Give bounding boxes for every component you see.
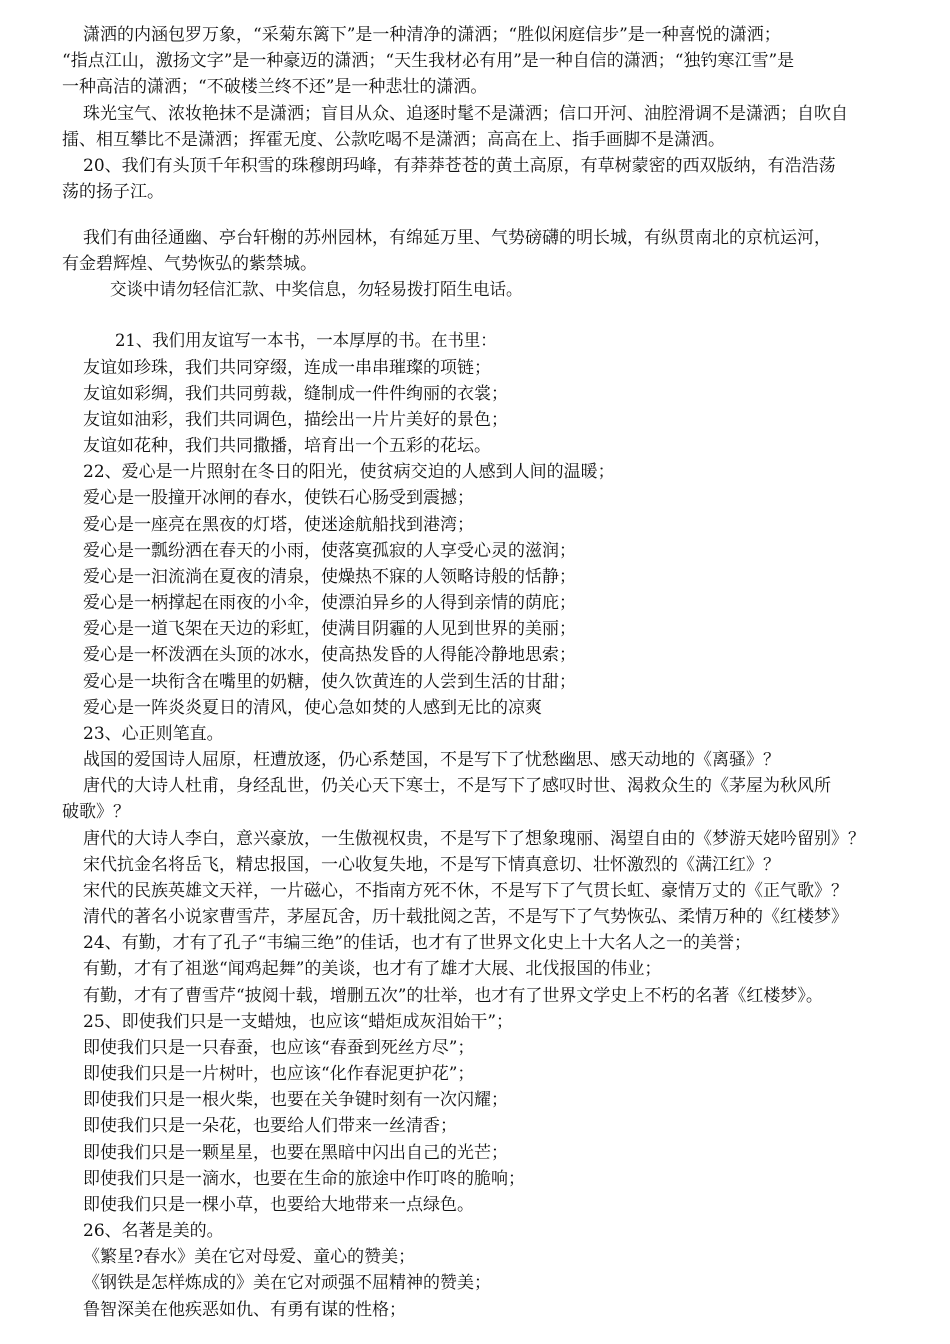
text-line: 爱心是一柄撑起在雨夜的小伞，使漂泊异乡的人得到亲情的荫庇； [83, 593, 576, 613]
text-line: 即使我们只是一颗星星，也要在黑暗中闪出自己的光芒； [83, 1143, 508, 1163]
text-line: 即使我们只是一只春蚕，也应该“春蚕到死丝方尽”； [83, 1038, 475, 1058]
text-line: 爱心是一汩流淌在夏夜的清泉，使燥热不寐的人领略诗般的恬静； [83, 567, 576, 587]
text-line: 有金碧辉煌、气势恢弘的紫禁城。 [62, 254, 317, 274]
text-line: 即使我们只是一朵花，也要给人们带来一丝清香； [83, 1116, 457, 1136]
text-line: 鲁智深美在他疾恶如仇、有勇有谋的性格； [83, 1300, 406, 1320]
text-line: 25、即使我们只是一支蜡烛，也应该“蜡炬成灰泪始干”； [83, 1012, 514, 1032]
text-line: 友谊如珍珠，我们共同穿缀，连成一串串璀璨的项链； [83, 358, 491, 378]
text-line: 宋代抗金名将岳飞，精忠报国，一心收复失地，不是写下情真意切、壮怀激烈的《满江红》？ [83, 855, 780, 875]
text-line: 破歌》？ [62, 802, 130, 822]
text-line: 即使我们只是一滴水，也要在生命的旅途中作叮咚的脆响； [83, 1169, 525, 1189]
text-line: 友谊如油彩，我们共同调色，描绘出一片片美好的景色； [83, 410, 508, 430]
text-line: 宋代的民族英雄文天祥，一片磁心，不指南方死不休，不是写下了气贯长虹、豪情万丈的《正气歌》？ [83, 881, 848, 901]
text-line: 《钢铁是怎样炼成的》美在它对顽强不屈精神的赞美； [83, 1273, 491, 1293]
text-line: 爱心是一瓢纷洒在春天的小雨，使落寞孤寂的人享受心灵的滋润； [83, 541, 576, 561]
text-line: 即使我们只是一片树叶，也应该“化作春泥更护花”； [83, 1064, 475, 1084]
text-line: 21、我们用友谊写一本书，一本厚厚的书。在书里： [115, 331, 497, 351]
text-line: 友谊如花种，我们共同撒播，培育出一个五彩的花坛。 [83, 436, 491, 456]
text-line: 24、有勤，才有了孔子“韦编三绝”的佳话，也才有了世界文化史上十大名人之一的美誉； [83, 933, 752, 953]
text-line: 友谊如彩绸，我们共同剪裁，缝制成一件件绚丽的衣裳； [83, 384, 508, 404]
text-line: 23、心正则笔直。 [83, 724, 224, 744]
text-line: 爱心是一块衔含在嘴里的奶糖，使久饮黄连的人尝到生活的甘甜； [83, 672, 576, 692]
text-line: 我们有曲径通幽、亭台轩榭的苏州园林，有绵延万里、气势磅礴的明长城，有纵贯南北的京杭运河， [83, 228, 831, 248]
text-line: 爱心是一股撞开冰闸的春水，使铁石心肠受到震撼； [83, 488, 474, 508]
text-line: 清代的著名小说家曹雪芹，茅屋瓦舍，历十载批阅之苦，不是写下了气势恢弘、柔情万种的《红楼梦》 [83, 907, 848, 927]
text-line: 交谈中请勿轻信汇款、中奖信息，勿轻易拨打陌生电话。 [110, 280, 523, 300]
text-line: 有勤，才有了祖逖“闻鸡起舞”的美谈，也才有了雄才大展、北伐报国的伟业； [83, 959, 662, 979]
text-line: 唐代的大诗人杜甫，身经乱世，仍关心天下寒士，不是写下了感叹时世、渴救众生的《茅屋为秋风所 [83, 776, 831, 796]
text-line: 爱心是一座亮在黑夜的灯塔，使迷途航船找到港湾； [83, 515, 474, 535]
text-line: 20、我们有头顶千年积雪的珠穆朗玛峰，有莽莽苍苍的黄土高原，有草树蒙密的西双版纳，有浩浩荡 [83, 156, 836, 176]
text-line: 即使我们只是一根火柴，也要在关争键时刻有一次闪耀； [83, 1090, 508, 1110]
text-line: 荡的扬子江。 [62, 182, 164, 202]
text-line: 擂、相互攀比不是潇洒；挥霍无度、公款吃喝不是潇洒；高高在上、指手画脚不是潇洒。 [62, 130, 725, 150]
text-line: 爱心是一杯泼洒在头顶的冰水，使高热发昏的人得能冷静地思索； [83, 645, 576, 665]
text-line: “指点江山，激扬文字”是一种豪迈的潇洒；“天生我材必有用”是一种自信的潇洒；“独钓寒江雪”是 [62, 51, 795, 71]
text-line: 即使我们只是一棵小草，也要给大地带来一点绿色。 [83, 1195, 474, 1215]
text-line: 珠光宝气、浓妆艳抹不是潇洒；盲目从众、追逐时髦不是潇洒；信口开河、油腔滑调不是潇洒；自吹自 [83, 104, 848, 124]
text-line: 《繁星?春水》美在它对母爱、童心的赞美； [83, 1247, 416, 1267]
text-line: 爱心是一阵炎炎夏日的清风，使心急如焚的人感到无比的凉爽 [83, 698, 542, 718]
text-line: 22、爱心是一片照射在冬日的阳光，使贫病交迫的人感到人间的温暖； [83, 462, 615, 482]
text-line: 唐代的大诗人李白，意兴豪放，一生傲视权贵，不是写下了想象瑰丽、渴望自由的《梦游天姥吟留别》？ [83, 829, 865, 849]
text-line: 有勤，才有了曹雪芹“披阅十载，增删五次”的壮举，也才有了世界文学史上不朽的名著《红楼梦》。 [83, 986, 823, 1006]
text-line: 一种高洁的潇洒；“不破楼兰终不还”是一种悲壮的潇洒。 [62, 77, 488, 97]
text-line: 潇洒的内涵包罗万象，“采菊东篱下”是一种清净的潇洒；“胜似闲庭信步”是一种喜悦的潇洒； [83, 25, 781, 45]
text-line: 26、名著是美的。 [83, 1221, 224, 1241]
text-line: 战国的爱国诗人屈原，枉遭放逐，仍心系楚国，不是写下了忧愁幽思、感天动地的《离骚》？ [83, 750, 780, 770]
text-line: 爱心是一道飞架在天边的彩虹，使满目阴霾的人见到世界的美丽； [83, 619, 576, 639]
